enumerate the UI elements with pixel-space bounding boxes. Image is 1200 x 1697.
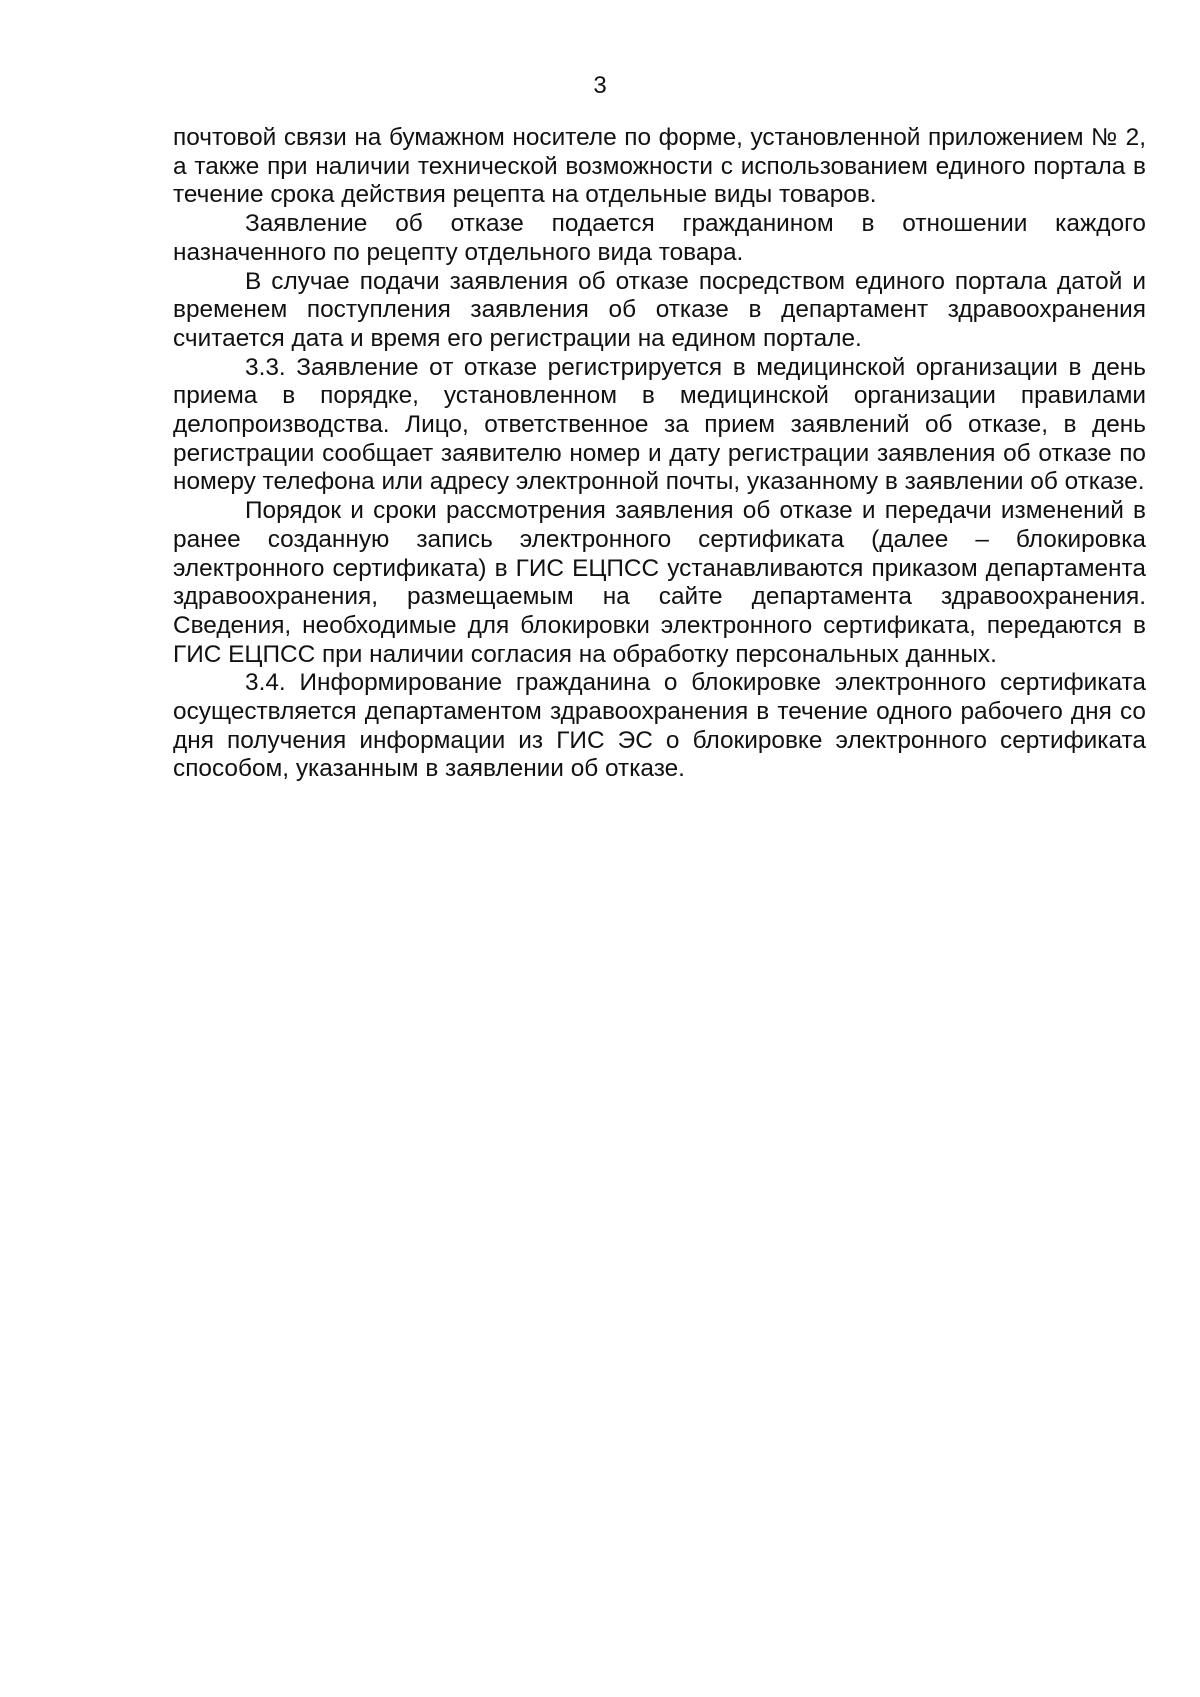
paragraph: почтовой связи на бумажном носителе по форме, установленной приложением № 2, а также при наличии технической возможности с использованием единого портала в течение срока действия рецепта на отдельные виды товаров. [173, 124, 1146, 209]
paragraph: Порядок и сроки рассмотрения заявления об отказе и передачи изменений в ранее созданную запись электронного сертификата (далее – блокировка электронного сертификата) в ГИС ЕЦПСС устанавливаются приказом департамента здравоохранения, размещаемым на сайте департамента здравоохранения. Сведения, необходимые для блокировки электронного сертификата, передаются в ГИС ЕЦПСС при наличии согласия на обработку персональных данных. [173, 497, 1146, 668]
paragraph: В случае подачи заявления об отказе посредством единого портала датой и временем поступления заявления об отказе в департамент здравоохранения считается дата и время его регистрации на едином портале. [173, 267, 1146, 352]
paragraph: 3.4. Информирование гражданина о блокировке электронного сертификата осуществляется департаментом здравоохранения в течение одного рабочего дня со дня получения информации из ГИС ЭС о блокировке электронного сертификата способом, указанным в заявлении об отказе. [173, 669, 1146, 783]
document-body [173, 124, 1146, 784]
paragraph: 3.3. Заявление от отказе регистрируется в медицинской организации в день приема в порядке, установленном в медицинской организации правилами делопроизводства. Лицо, ответственное за прием заявлений об отказе, в день регистрации сообщает заявителю номер и дату регистрации заявления об отказе по номеру телефона или адресу электронной почты, указанному в заявлении об отказе. [173, 353, 1146, 496]
page-number: 3 [593, 72, 607, 99]
paragraph: Заявление об отказе подается гражданином в отношении каждого назначенного по рецепту отдельного вида товара. [173, 210, 1146, 266]
